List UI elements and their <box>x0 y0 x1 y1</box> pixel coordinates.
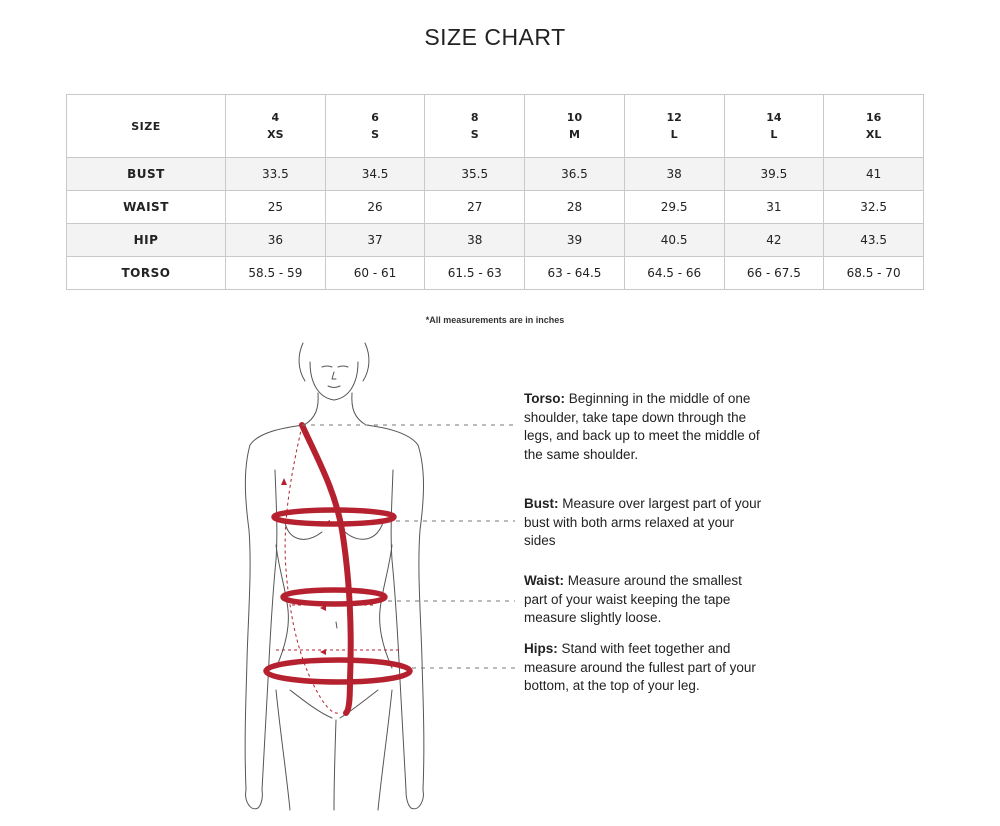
table-cell: 35.5 <box>425 158 525 191</box>
hand-left <box>246 790 263 809</box>
table-cell: 37 <box>325 224 425 257</box>
nose <box>332 372 336 379</box>
navel <box>336 622 337 628</box>
torso-row <box>67 257 924 290</box>
size-letter: S <box>371 128 380 141</box>
waist-term: Waist: <box>524 573 564 588</box>
hip-row <box>67 224 924 257</box>
tape-lines <box>266 425 410 713</box>
size-header-cell <box>525 95 625 158</box>
torso-arrow-icon <box>281 478 287 485</box>
torso-instruction <box>524 390 764 464</box>
size-letter: XS <box>267 128 284 141</box>
size-number: 10 <box>566 111 583 124</box>
eye-right <box>338 366 348 367</box>
size-chart-table <box>66 94 924 290</box>
table-cell: 66 - 67.5 <box>724 257 824 290</box>
torso-tape-dashed <box>285 426 340 713</box>
bust-text: Measure over largest part of your bust with both arms relaxed at your sides <box>524 496 762 548</box>
waist-text: Measure around the smallest part of your waist keeping the tape measure slightly loose. <box>524 573 742 625</box>
mouth <box>328 386 340 388</box>
table-cell: 41 <box>824 158 924 191</box>
eye-left <box>322 366 332 367</box>
waist-tape <box>283 590 385 604</box>
table-cell: 31 <box>724 191 824 224</box>
size-number: 8 <box>470 111 479 124</box>
hips-term: Hips: <box>524 641 558 656</box>
tape-arrows <box>281 478 330 655</box>
size-header-row <box>67 95 924 158</box>
size-number: 14 <box>766 111 782 124</box>
leg-right <box>378 690 392 810</box>
hips-text: Stand with feet together and measure around the fullest part of your bottom, at the top of your leg. <box>524 641 756 693</box>
table-cell: 36 <box>226 224 326 257</box>
table-cell: 28 <box>525 191 625 224</box>
table-cell: 32.5 <box>824 191 924 224</box>
table-cell: 61.5 - 63 <box>425 257 525 290</box>
size-header-cell <box>724 95 824 158</box>
table-cell: 68.5 - 70 <box>824 257 924 290</box>
size-number: 16 <box>865 111 882 124</box>
size-letter: L <box>770 128 778 141</box>
table-cell: 26 <box>325 191 425 224</box>
size-number: 6 <box>371 111 379 124</box>
torso-term: Torso: <box>524 391 565 406</box>
face-outline <box>310 362 358 400</box>
body-outline <box>245 343 424 810</box>
size-header-cell <box>824 95 924 158</box>
leg-gap <box>334 720 336 810</box>
table-cell: 42 <box>724 224 824 257</box>
bust-term: Bust: <box>524 496 559 511</box>
table-cell: 39.5 <box>724 158 824 191</box>
table-cell: 64.5 - 66 <box>624 257 724 290</box>
size-letter: S <box>470 128 479 141</box>
table-cell: 43.5 <box>824 224 924 257</box>
page-title: SIZE CHART <box>424 24 566 50</box>
size-letter: L <box>670 128 678 141</box>
hair-left <box>299 343 305 381</box>
table-cell: 29.5 <box>624 191 724 224</box>
table-cell: 38 <box>624 158 724 191</box>
torso-text: Beginning in the middle of one shoulder, take tape down through the legs, and back up to meet the middle of the same shoulder. <box>524 391 760 462</box>
size-letter: XL <box>865 128 882 141</box>
hand-right <box>406 790 423 809</box>
size-header-cell <box>226 95 326 158</box>
size-header-cell <box>325 95 425 158</box>
table-cell: 38 <box>425 224 525 257</box>
hip-tape <box>266 660 410 682</box>
row-label: WAIST <box>67 191 226 224</box>
size-letter: M <box>568 128 580 141</box>
body-measurement-illustration <box>190 335 530 826</box>
shoulder-right <box>366 425 418 445</box>
waist-instruction <box>524 572 764 628</box>
size-header-cell <box>624 95 724 158</box>
neck-left <box>304 393 318 425</box>
table-cell: 27 <box>425 191 525 224</box>
table-cell: 63 - 64.5 <box>525 257 625 290</box>
size-header-label: SIZE <box>67 95 226 158</box>
table-cell: 25 <box>226 191 326 224</box>
measurement-unit-note: *All measurements are in inches <box>425 315 565 325</box>
torso-tape <box>302 425 351 713</box>
shoulder-left <box>250 425 304 445</box>
waist-row <box>67 191 924 224</box>
size-number: 12 <box>666 111 682 124</box>
hip-crease-left <box>290 690 332 718</box>
row-label: BUST <box>67 158 226 191</box>
bust-instruction <box>524 495 764 551</box>
table-cell: 33.5 <box>226 158 326 191</box>
table-cell: 58.5 - 59 <box>226 257 326 290</box>
size-number: 4 <box>271 111 280 124</box>
hair-right <box>363 343 369 381</box>
arm-left-outer <box>245 445 250 790</box>
table-cell: 40.5 <box>624 224 724 257</box>
hips-instruction <box>524 640 764 696</box>
leader-lines <box>302 425 515 668</box>
arm-right-outer <box>418 445 424 790</box>
size-header-cell <box>425 95 525 158</box>
leg-left <box>276 690 290 810</box>
row-label: HIP <box>67 224 226 257</box>
neck-right <box>352 393 366 425</box>
bust-row <box>67 158 924 191</box>
table-cell: 39 <box>525 224 625 257</box>
table-cell: 34.5 <box>325 158 425 191</box>
row-label: TORSO <box>67 257 226 290</box>
table-cell: 60 - 61 <box>325 257 425 290</box>
table-cell: 36.5 <box>525 158 625 191</box>
